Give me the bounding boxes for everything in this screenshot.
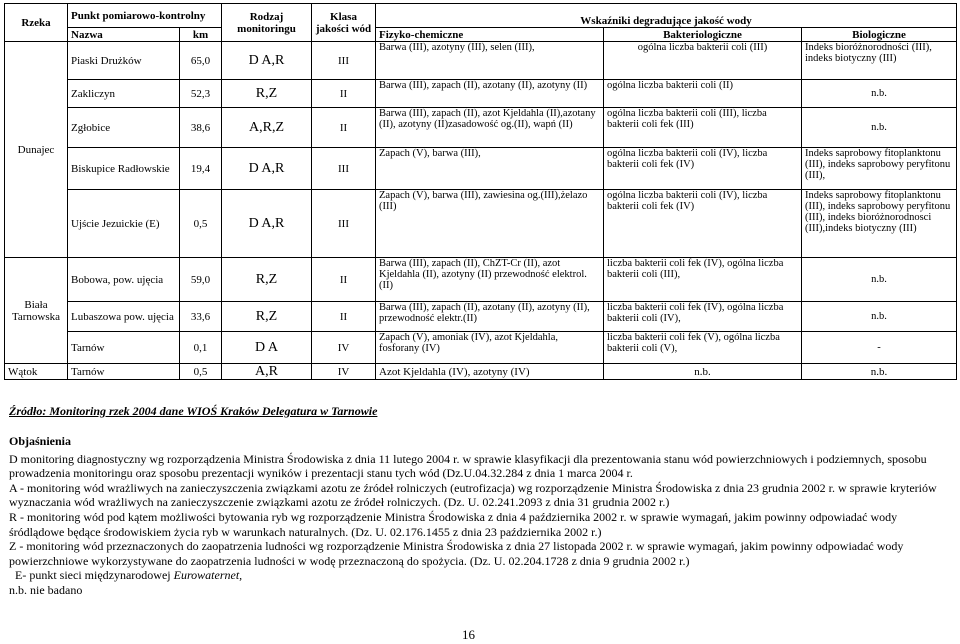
monitoring-kind: A,R xyxy=(222,364,312,380)
point-name: Tarnów xyxy=(68,332,180,364)
bacterio-indicators: ogólna liczba bakterii coli (IV), liczba bakterii coli fek (IV) xyxy=(604,190,802,258)
physchem-indicators: Barwa (III), azotyny (III), selen (III), xyxy=(376,42,604,80)
water-class: II xyxy=(312,108,376,148)
point-km: 65,0 xyxy=(180,42,222,80)
water-class: II xyxy=(312,80,376,108)
bio-indicators: Indeks saprobowy fitoplanktonu (III), indeks saprobowy peryfitonu (III), indeks bioróżnorodnosci (III),indeks biotyczny (III) xyxy=(802,190,957,258)
page-number: 16 xyxy=(462,627,475,642)
header-name: Nazwa xyxy=(68,28,180,42)
monitoring-kind: D A,R xyxy=(222,148,312,190)
physchem-indicators: Barwa (III), zapach (II), azot Kjeldahla (II),azotany (II), azotyny (II)zasadowość og.(II), wapń (II) xyxy=(376,108,604,148)
point-name: Ujście Jezuickie (E) xyxy=(68,190,180,258)
bio-indicators: n.b. xyxy=(802,364,957,380)
bacterio-indicators: ogólna liczba bakterii coli (II) xyxy=(604,80,802,108)
monitoring-kind: D A,R xyxy=(222,190,312,258)
point-km: 38,6 xyxy=(180,108,222,148)
point-name: Zgłobice xyxy=(68,108,180,148)
note-r: R - monitoring wód pod kątem możliwości bytowania ryb wg rozporządzenie Ministra Środowiska z dnia 4 października 2002 r. w sprawie wymagań, jakim powinny odpowiadać wody śródlądowe będące środowiskiem życia ryb w warunkach naturalnych. (Dz. U. 02.176.1455 z dnia 23 października 2002 r.) xyxy=(9,509,898,539)
table-row xyxy=(5,364,957,380)
point-km: 0,1 xyxy=(180,332,222,364)
monitoring-kind: D A,R xyxy=(222,42,312,80)
bio-indicators: n.b. xyxy=(802,302,957,332)
point-km: 0,5 xyxy=(180,190,222,258)
bio-indicators: n.b. xyxy=(802,80,957,108)
bacterio-indicators: ogólna liczba bakterii coli (IV), liczba bakterii coli fek (IV) xyxy=(604,148,802,190)
bio-indicators: n.b. xyxy=(802,258,957,302)
physchem-indicators: Zapach (V), amoniak (IV), azot Kjeldahla, fosforany (IV) xyxy=(376,332,604,364)
monitoring-kind: R,Z xyxy=(222,302,312,332)
note-e-network: Eurowaternet, xyxy=(173,568,243,583)
bacterio-indicators: ogólna liczba bakterii coli (III) xyxy=(604,42,802,80)
water-class: IV xyxy=(312,364,376,380)
header-class: Klasa jakości wód xyxy=(312,4,376,42)
water-class: III xyxy=(312,190,376,258)
bio-indicators: Indeks saprobowy fitoplanktonu (III), indeks saprobowy peryfitonu (III), xyxy=(802,148,957,190)
note-nb: n.b. nie badano xyxy=(9,582,83,597)
point-km: 52,3 xyxy=(180,80,222,108)
table-row xyxy=(5,80,957,108)
water-class: III xyxy=(312,42,376,80)
table-row xyxy=(5,108,957,148)
header-point: Punkt pomiarowo-kontrolny xyxy=(68,4,222,28)
point-name: Bobowa, pow. ujęcia xyxy=(68,258,180,302)
point-km: 19,4 xyxy=(180,148,222,190)
header-km: km xyxy=(180,28,222,42)
header-river: Rzeka xyxy=(5,4,68,42)
note-e-prefix: E- punkt sieci międzynarodowej xyxy=(15,568,174,583)
table-row xyxy=(5,258,957,302)
physchem-indicators: Barwa (III), zapach (II), ChZT-Cr (II), azot Kjeldahla (II), azotyny (II) przewodność elektrol.(II) xyxy=(376,258,604,302)
note-z: Z - monitoring wód przeznaczonych do zaopatrzenia ludności wg rozporządzenie Ministra Środowiska z dnia 27 listopada 2002 r. w sprawie wymagań, jakim powinny odpowiadać wody powierzchniowe wykorzystywane do zaopatrzenia ludności w wodę przeznaczoną do spożycia. (Dz. U. 02.204.1728 z dnia 9 grudnia 2002 r.) xyxy=(9,539,904,568)
monitoring-kind: D A xyxy=(222,332,312,364)
monitoring-table xyxy=(4,3,957,380)
bio-indicators: Indeks bioróżnorodności (III), indeks biotyczny (III) xyxy=(802,42,957,80)
point-name: Piaski Drużków xyxy=(68,42,180,80)
water-class: III xyxy=(312,148,376,190)
point-name: Tarnów xyxy=(68,364,180,380)
river-dunajec: Dunajec xyxy=(5,42,68,258)
bacterio-indicators: liczba bakterii coli fek (IV), ogólna liczba bakterii coli (III), xyxy=(604,258,802,302)
point-km: 0,5 xyxy=(180,364,222,380)
bio-indicators: - xyxy=(802,332,957,364)
bacterio-indicators: ogólna liczba bakterii coli (III), liczba bakterii coli fek (III) xyxy=(604,108,802,148)
notes xyxy=(9,434,954,598)
physchem-indicators: Zapach (V), barwa (III), xyxy=(376,148,604,190)
point-name: Biskupice Radłowskie xyxy=(68,148,180,190)
point-name: Zakliczyn xyxy=(68,80,180,108)
point-km: 59,0 xyxy=(180,258,222,302)
monitoring-kind: R,Z xyxy=(222,258,312,302)
river-watok: Wątok xyxy=(5,364,68,380)
table-row xyxy=(5,148,957,190)
header-kind: Rodzaj monitoringu xyxy=(222,4,312,42)
bio-indicators: n.b. xyxy=(802,108,957,148)
header-physchem: Fizyko-chemiczne xyxy=(376,28,604,42)
river-biala: Biała Tarnowska xyxy=(5,258,68,364)
table-row xyxy=(5,302,957,332)
table-row xyxy=(5,332,957,364)
water-class: II xyxy=(312,258,376,302)
table-row xyxy=(5,42,957,80)
water-class: IV xyxy=(312,332,376,364)
water-class: II xyxy=(312,302,376,332)
table-row xyxy=(5,190,957,258)
physchem-indicators: Azot Kjeldahla (IV), azotyny (IV) xyxy=(376,364,604,380)
point-km: 33,6 xyxy=(180,302,222,332)
monitoring-kind: R,Z xyxy=(222,80,312,108)
physchem-indicators: Barwa (III), zapach (II), azotany (II), azotyny (II), przewodność elektr.(II) xyxy=(376,302,604,332)
source-note: Źródło: Monitoring rzek 2004 dane WIOŚ Kraków Delegatura w Tarnowie xyxy=(9,404,378,418)
note-e xyxy=(9,568,954,583)
bacterio-indicators: n.b. xyxy=(604,364,802,380)
point-name: Lubaszowa pow. ujęcia xyxy=(68,302,180,332)
header-bio: Biologiczne xyxy=(802,28,957,42)
note-d: D monitoring diagnostyczny wg rozporządzenia Ministra Środowiska z dnia 11 lutego 2004 r. w sprawie klasyfikacji dla prezentowania stanu wód powierzchniowych i podziemnych, sposobu prowadzenia monitoringu oraz sposobu prezentacji wyników i prezentacji stanu tych wód (Dz.U.04.32.284 z dnia 1 marca 2004 r. xyxy=(9,451,927,481)
note-a: A - monitoring wód wrażliwych na zanieczyszczenia związkami azotu ze źródeł rolniczych (eutrofizacja) wg rozporządzenie Ministra Środowiska z dnia 23 grudnia 2002 r. w sprawie kryteriów wyznaczania wód wrażliwych na zanieczyszczenie związkami azotu ze źródeł rolniczych. (Dz. U. 02.241.2093 z dnia 31 grudnia 2002 r.) xyxy=(9,480,937,510)
bacterio-indicators: liczba bakterii coli fek (V), ogólna liczba bakterii coli (V), xyxy=(604,332,802,364)
physchem-indicators: Zapach (V), barwa (III), zawiesina og.(III),żelazo (III) xyxy=(376,190,604,258)
notes-title: Objaśnienia xyxy=(9,434,72,448)
physchem-indicators: Barwa (III), zapach (II), azotany (II), azotyny (II) xyxy=(376,80,604,108)
monitoring-kind: A,R,Z xyxy=(222,108,312,148)
header-bacterio: Bakteriologiczne xyxy=(604,28,802,42)
bacterio-indicators: liczba bakterii coli fek (IV), ogólna liczba bakterii coli (IV), xyxy=(604,302,802,332)
header-indicators: Wskaźniki degradujące jakość wody xyxy=(376,4,957,28)
